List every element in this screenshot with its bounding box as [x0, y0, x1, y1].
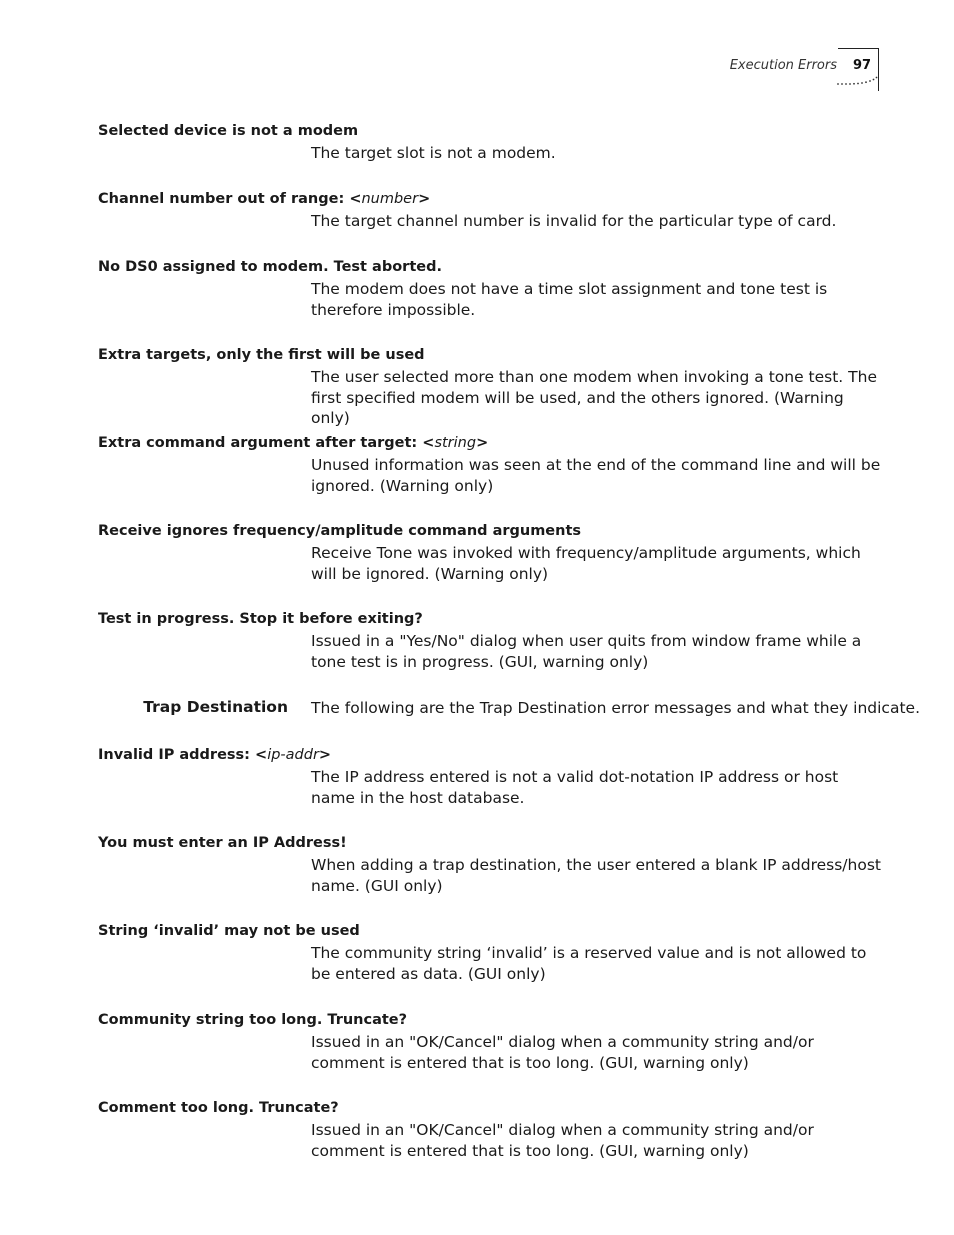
error-title-text: Selected device is not a modem: [98, 123, 359, 139]
error-title: [98, 923, 878, 939]
error-title: [98, 835, 878, 851]
error-description: Issued in an "OK/Cancel" dialog when a community string and/or comment is entered that is too long. (GUI, warning only): [311, 1121, 814, 1160]
error-title: [98, 191, 878, 207]
error-title: [98, 435, 878, 451]
error-description: Issued in an "OK/Cancel" dialog when a community string and/or comment is entered that is too long. (GUI, warning only): [311, 1033, 814, 1072]
error-title-text: Extra command argument after target: <: [98, 435, 435, 451]
error-title-text: Comment too long. Truncate?: [98, 1100, 339, 1116]
error-description: The IP address entered is not a valid dot-notation IP address or host name in the host database.: [311, 768, 839, 807]
error-title-argument: number: [361, 191, 419, 207]
header-dot-ornament-icon: [836, 76, 878, 88]
error-title: [98, 523, 878, 539]
error-title-text: Test in progress. Stop it before exiting?: [98, 611, 423, 627]
error-title-text: You must enter an IP Address!: [98, 835, 347, 851]
error-title: [98, 1100, 878, 1116]
header-rule-horizontal: [838, 48, 879, 49]
error-title-argument: string: [434, 435, 477, 451]
header-rule-vertical: [878, 48, 879, 91]
error-title: [98, 747, 878, 763]
error-title-text: Channel number out of range: <: [98, 191, 362, 207]
error-description: Unused information was seen at the end of the command line and will be ignored. (Warning only): [311, 456, 881, 495]
error-title-text: Extra targets, only the first will be used: [98, 347, 425, 363]
error-title-suffix: >: [318, 747, 332, 763]
error-description: The target channel number is invalid for the particular type of card.: [311, 212, 837, 230]
error-title-text: Receive ignores frequency/amplitude command arguments: [98, 523, 582, 539]
error-title-text: Invalid IP address: <: [98, 747, 268, 763]
error-description: Receive Tone was invoked with frequency/amplitude arguments, which will be ignored. (Warning only): [311, 544, 861, 583]
error-title: [98, 611, 878, 627]
error-title-argument: ip-addr: [267, 747, 319, 763]
error-title-text: Community string too long. Truncate?: [98, 1012, 408, 1028]
error-title: [98, 1012, 878, 1028]
error-title-text: String ‘invalid’ may not be used: [98, 923, 360, 939]
error-description: The user selected more than one modem when invoking a tone test. The first specified modem will be used, and the others ignored. (Warning only): [311, 368, 877, 427]
error-title: [98, 347, 878, 363]
error-title: [98, 259, 878, 275]
error-description: Issued in a "Yes/No" dialog when user quits from window frame while a tone test is in progress. (GUI, warning only): [311, 632, 862, 671]
error-description: When adding a trap destination, the user entered a blank IP address/host name. (GUI only): [311, 856, 881, 895]
error-title-suffix: >: [418, 191, 431, 207]
error-description: The modem does not have a time slot assignment and tone test is therefore impossible.: [311, 280, 828, 319]
error-description: The target slot is not a modem.: [311, 144, 556, 162]
section-intro: The following are the Trap Destination error messages and what they indicate.: [311, 699, 920, 717]
running-header-title: Execution Errors: [729, 58, 837, 73]
section-heading: Trap Destination: [143, 698, 288, 716]
error-title-text: No DS0 assigned to modem. Test aborted.: [98, 259, 442, 275]
error-title-suffix: >: [476, 435, 489, 451]
page-number: 97: [853, 58, 872, 73]
error-description: The community string ‘invalid’ is a reserved value and is not allowed to be entered as data. (GUI only): [311, 944, 867, 983]
error-title: [98, 123, 878, 139]
